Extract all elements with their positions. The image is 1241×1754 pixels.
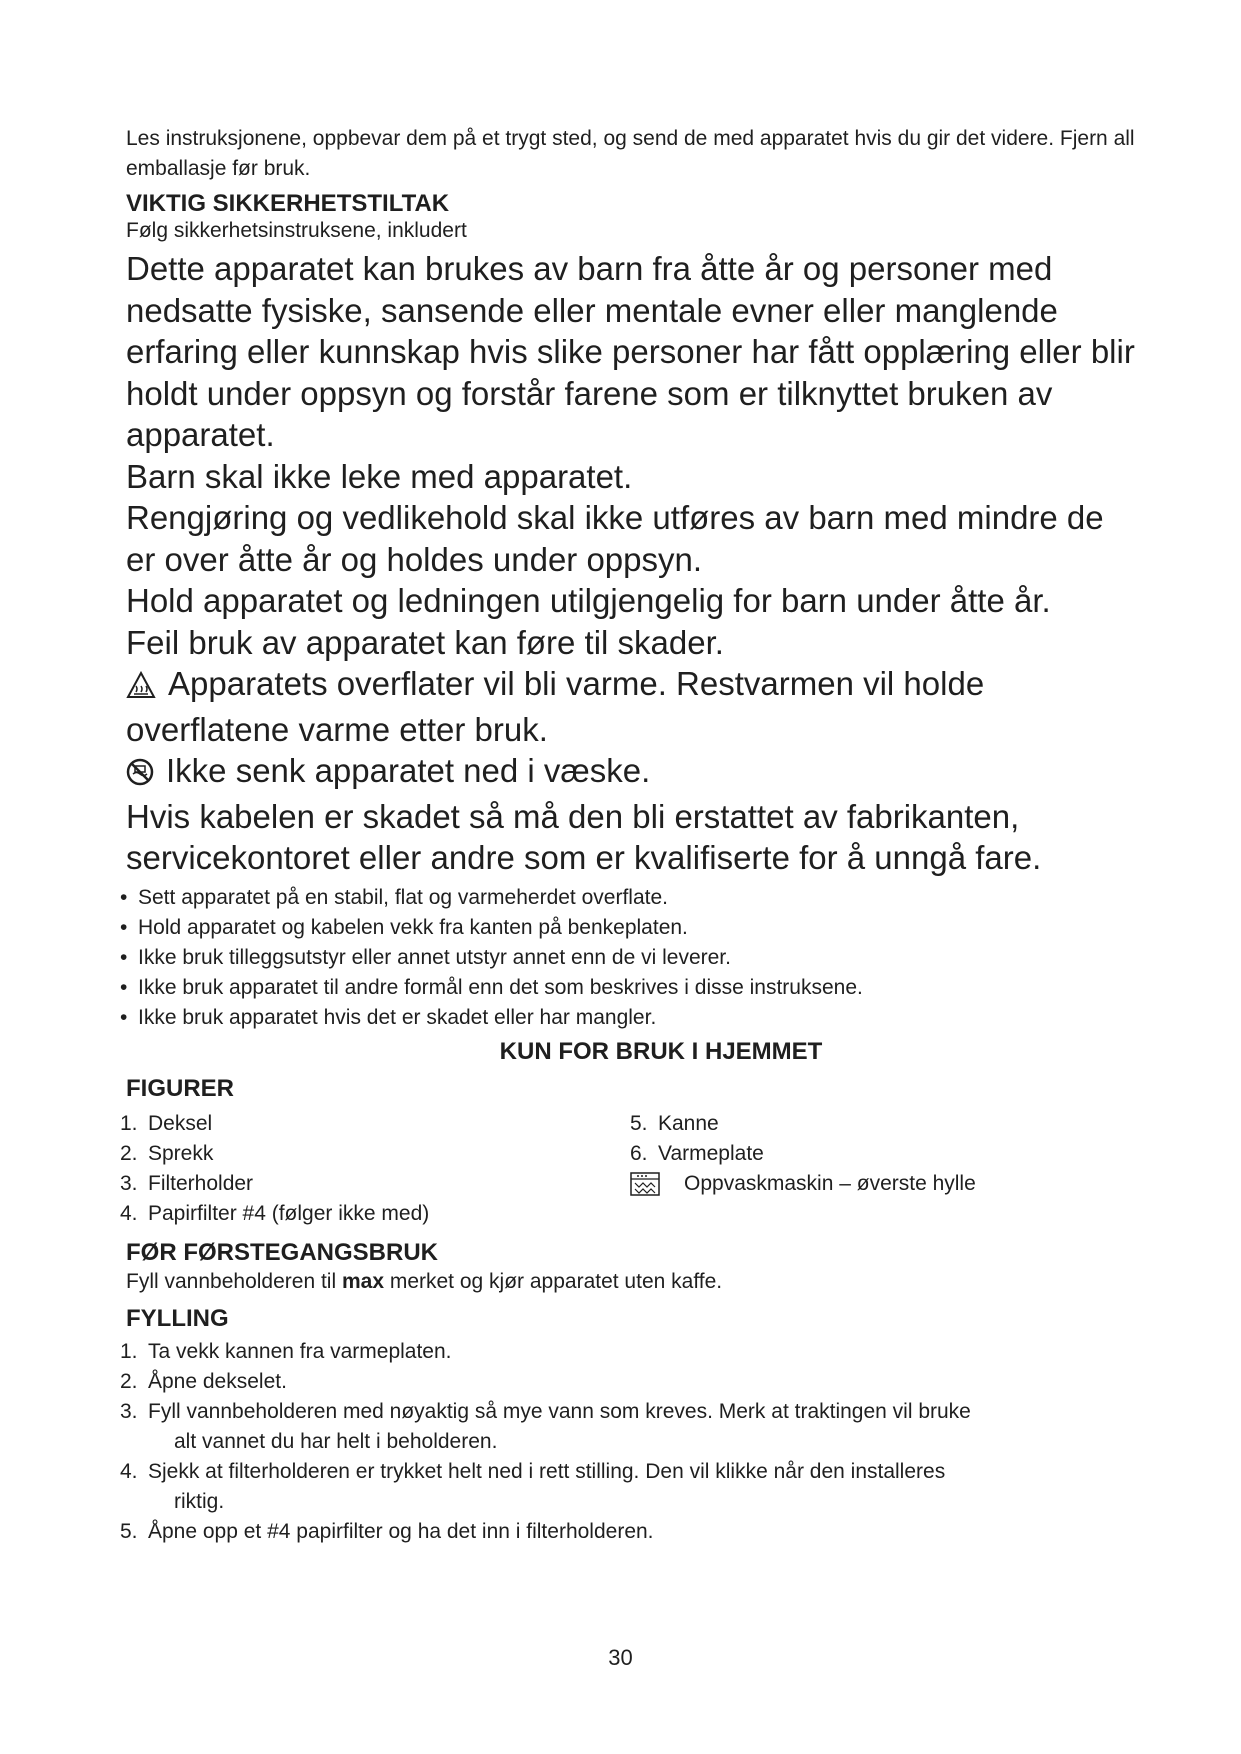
item-number: 6. [630, 1141, 648, 1165]
dishwasher-item [630, 1169, 976, 1199]
first-use-text-part: merket og kjør apparatet uten kaffe. [384, 1269, 723, 1293]
item-label: Deksel [148, 1111, 213, 1135]
first-use-heading: FØR FØRSTEGANGSBRUK [126, 1238, 438, 1266]
figures-left-column [120, 1109, 630, 1229]
figures-right-column [630, 1109, 976, 1229]
first-use-text [126, 1267, 1136, 1297]
item-label: Varmeplate [658, 1141, 764, 1165]
item-number: 4. [120, 1201, 138, 1225]
no-immerse-text: Ikke senk apparatet ned i væske. [166, 752, 651, 789]
step-text: Fyll vannbeholderen med nøyaktig så mye vann som kreves. Merk at traktingen vil bruke [148, 1399, 971, 1423]
list-item: • Ikke bruk tilleggsutstyr eller annet utstyr annet enn de vi leverer. [126, 943, 1136, 973]
list-item [120, 1199, 630, 1229]
list-item: • Sett apparatet på en stabil, flat og varmeherdet overflate. [126, 883, 1136, 913]
item-label: Kanne [658, 1111, 719, 1135]
list-item [120, 1517, 1136, 1547]
list-item [630, 1139, 976, 1169]
list-item [630, 1109, 976, 1139]
step-number: 1. [120, 1339, 138, 1363]
step-number: 4. [120, 1459, 138, 1483]
safety-subheading: Følg sikkerhetsinstruksene, inkludert [126, 219, 467, 242]
list-item: • Ikke bruk apparatet hvis det er skadet eller har mangler. [126, 1003, 1136, 1033]
safety-paragraph: Feil bruk av apparatet kan føre til skader. [126, 623, 724, 661]
dishwasher-label: Oppvaskmaskin – øverste hylle [684, 1171, 976, 1195]
step-text-continued: riktig. [174, 1489, 225, 1513]
dishwasher-icon [630, 1172, 660, 1196]
list-item [120, 1457, 1136, 1517]
intro-text: Les instruksjonene, oppbevar dem på et trygt sted, og send de med apparatet hvis du gir det videre. Fjern all emballasje før bruk. [126, 127, 1135, 180]
safety-paragraph: Hold apparatet og ledningen utilgjengelig for barn under åtte år. [126, 582, 1051, 619]
item-number: 5. [630, 1111, 648, 1135]
step-text: Ta vekk kannen fra varmeplaten. [148, 1339, 452, 1363]
home-use-heading: KUN FOR BRUK I HJEMMET [499, 1037, 823, 1065]
safety-heading: VIKTIG SIKKERHETSTILTAK [126, 190, 450, 217]
list-item [120, 1337, 1136, 1367]
cable-warning: Hvis kabelen er skadet så må den bli erstattet av fabrikanten, servicekontoret eller andre som er kvalifiserte for å unngå fare. [126, 797, 1042, 876]
item-number: 2. [120, 1141, 138, 1165]
manual-page [120, 124, 1136, 1547]
item-label: Sprekk [148, 1141, 214, 1165]
safety-paragraph: Barn skal ikke leke med apparatet. [126, 457, 633, 495]
item-label: Filterholder [148, 1171, 254, 1195]
hot-surface-icon [126, 667, 156, 709]
step-text-continued: alt vannet du har helt i beholderen. [174, 1429, 498, 1453]
step-number: 5. [120, 1519, 138, 1543]
step-number: 3. [120, 1399, 138, 1423]
list-item: • Ikke bruk apparatet til andre formål enn det som beskrives i disse instruksene. [126, 973, 1136, 1003]
no-immerse-warning [126, 750, 1136, 796]
item-label: Papirfilter #4 (følger ikke med) [148, 1201, 430, 1225]
no-immerse-icon [126, 754, 154, 796]
item-number: 3. [120, 1171, 138, 1195]
figures-list [120, 1109, 1136, 1229]
step-text: Åpne dekselet. [148, 1369, 287, 1393]
list-item [120, 1139, 630, 1169]
list-item: • Hold apparatet og kabelen vekk fra kanten på benkeplaten. [126, 913, 1136, 943]
safety-paragraph: Rengjøring og vedlikehold skal ikke utføres av barn med mindre de er over åtte år og holdes under oppsyn. [126, 499, 1104, 578]
filling-heading: FYLLING [126, 1304, 229, 1332]
page-number: 30 [608, 1645, 633, 1670]
hot-surface-warning [126, 663, 1136, 750]
step-number: 2. [120, 1369, 138, 1393]
list-item [120, 1397, 1136, 1457]
filling-steps [120, 1337, 1136, 1547]
step-text: Åpne opp et #4 papirfilter og ha det inn i filterholderen. [148, 1519, 654, 1543]
max-mark: max [341, 1269, 384, 1293]
safety-large-text [126, 248, 1136, 879]
item-number: 1. [120, 1111, 138, 1135]
list-item [120, 1367, 1136, 1397]
safety-paragraph: Dette apparatet kan brukes av barn fra åtte år og personer med nedsatte fysiske, sansende eller mentale evner eller manglende erfaring eller kunnskap hvis slike personer har fått opplæring eller blir holdt under oppsyn og forstår farene som er tilknyttet bruken av apparatet. [126, 250, 1135, 453]
first-use-text-part: Fyll vannbeholderen til [126, 1269, 342, 1293]
figures-heading: FIGURER [126, 1074, 234, 1102]
step-text: Sjekk at filterholderen er trykket helt ned i rett stilling. Den vil klikke når den installeres [148, 1459, 946, 1483]
list-item [120, 1109, 630, 1139]
hot-surface-text: Apparatets overflater vil bli varme. Restvarmen vil holde overflatene varme etter bruk. [126, 665, 985, 748]
safety-bullet-list [126, 883, 1136, 1033]
list-item [120, 1169, 630, 1199]
